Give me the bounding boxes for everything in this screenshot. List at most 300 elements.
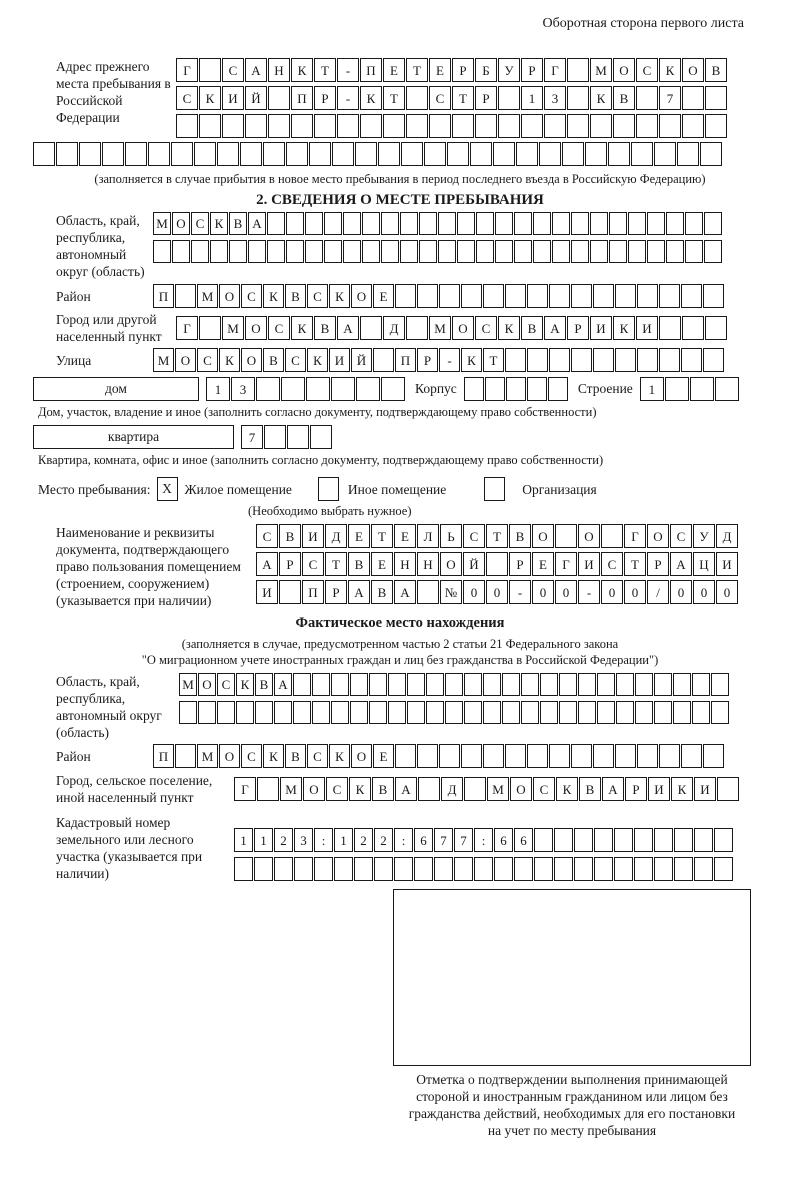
char-cell[interactable]: Р <box>509 552 531 576</box>
char-cell[interactable]: Т <box>483 348 504 372</box>
char-cell[interactable] <box>388 673 406 696</box>
char-cell[interactable]: 0 <box>555 580 577 604</box>
char-cell[interactable] <box>417 284 438 308</box>
char-cell[interactable]: О <box>510 777 532 801</box>
char-cell[interactable]: Е <box>373 744 394 768</box>
char-cell[interactable] <box>483 701 501 724</box>
char-cell[interactable]: И <box>329 348 350 372</box>
char-cell[interactable]: В <box>314 316 336 340</box>
char-cell[interactable] <box>476 212 494 235</box>
char-cell[interactable]: С <box>191 212 209 235</box>
char-cell[interactable]: 0 <box>670 580 692 604</box>
char-cell[interactable] <box>567 86 589 110</box>
char-cell[interactable] <box>360 316 382 340</box>
char-cell[interactable] <box>717 777 739 801</box>
char-cell[interactable] <box>601 524 623 548</box>
char-cell[interactable]: К <box>219 348 240 372</box>
char-cell[interactable]: А <box>602 777 624 801</box>
char-cell[interactable] <box>312 673 330 696</box>
char-cell[interactable] <box>597 673 615 696</box>
char-cell[interactable] <box>714 857 733 881</box>
char-cell[interactable] <box>406 86 428 110</box>
char-cell[interactable] <box>681 348 702 372</box>
house-type-field[interactable]: дом <box>33 377 199 401</box>
char-cell[interactable]: Т <box>314 58 336 82</box>
char-cell[interactable]: В <box>372 777 394 801</box>
char-cell[interactable]: П <box>291 86 313 110</box>
char-cell[interactable]: 0 <box>624 580 646 604</box>
char-cell[interactable]: В <box>348 552 370 576</box>
char-cell[interactable] <box>567 114 589 138</box>
char-cell[interactable] <box>505 284 526 308</box>
char-cell[interactable]: : <box>394 828 413 852</box>
char-cell[interactable]: Е <box>348 524 370 548</box>
char-cell[interactable] <box>198 701 216 724</box>
char-cell[interactable] <box>125 142 147 166</box>
char-cell[interactable]: С <box>176 86 198 110</box>
char-cell[interactable] <box>418 777 440 801</box>
char-cell[interactable] <box>549 744 570 768</box>
char-cell[interactable]: С <box>217 673 235 696</box>
char-cell[interactable] <box>400 212 418 235</box>
char-cell[interactable] <box>378 142 400 166</box>
char-cell[interactable] <box>533 212 551 235</box>
char-cell[interactable] <box>692 701 710 724</box>
char-cell[interactable] <box>267 240 285 263</box>
char-cell[interactable]: Г <box>624 524 646 548</box>
char-cell[interactable]: - <box>439 348 460 372</box>
char-cell[interactable] <box>544 114 566 138</box>
char-cell[interactable] <box>540 701 558 724</box>
char-cell[interactable] <box>514 212 532 235</box>
char-cell[interactable] <box>635 673 653 696</box>
char-cell[interactable] <box>659 284 680 308</box>
char-cell[interactable]: К <box>659 58 681 82</box>
char-cell[interactable] <box>590 212 608 235</box>
char-cell[interactable] <box>677 142 699 166</box>
char-cell[interactable] <box>291 114 313 138</box>
char-cell[interactable] <box>350 673 368 696</box>
char-cell[interactable] <box>637 348 658 372</box>
char-cell[interactable]: 0 <box>693 580 715 604</box>
char-cell[interactable]: Т <box>486 524 508 548</box>
char-cell[interactable] <box>571 348 592 372</box>
char-cell[interactable] <box>245 114 267 138</box>
char-cell[interactable]: О <box>351 744 372 768</box>
char-cell[interactable]: К <box>263 284 284 308</box>
char-cell[interactable]: М <box>280 777 302 801</box>
char-cell[interactable] <box>171 142 193 166</box>
char-cell[interactable] <box>360 114 382 138</box>
char-cell[interactable] <box>703 284 724 308</box>
char-cell[interactable]: К <box>349 777 371 801</box>
char-cell[interactable] <box>616 701 634 724</box>
char-cell[interactable] <box>659 316 681 340</box>
char-cell[interactable] <box>395 284 416 308</box>
char-cell[interactable] <box>659 744 680 768</box>
char-cell[interactable]: Г <box>234 777 256 801</box>
char-cell[interactable] <box>539 142 561 166</box>
char-cell[interactable] <box>407 701 425 724</box>
char-cell[interactable] <box>705 86 727 110</box>
char-cell[interactable] <box>268 86 290 110</box>
char-cell[interactable] <box>293 673 311 696</box>
char-cell[interactable]: В <box>613 86 635 110</box>
char-cell[interactable]: К <box>461 348 482 372</box>
char-cell[interactable]: К <box>329 284 350 308</box>
char-cell[interactable]: А <box>337 316 359 340</box>
char-cell[interactable] <box>483 284 504 308</box>
char-cell[interactable]: М <box>222 316 244 340</box>
char-cell[interactable]: С <box>197 348 218 372</box>
char-cell[interactable]: А <box>248 212 266 235</box>
char-cell[interactable] <box>343 240 361 263</box>
char-cell[interactable]: К <box>590 86 612 110</box>
char-cell[interactable]: О <box>198 673 216 696</box>
char-cell[interactable] <box>199 58 221 82</box>
char-cell[interactable] <box>179 701 197 724</box>
char-cell[interactable] <box>314 857 333 881</box>
char-cell[interactable] <box>417 580 439 604</box>
char-cell[interactable] <box>470 142 492 166</box>
char-cell[interactable] <box>527 348 548 372</box>
char-cell[interactable]: О <box>219 284 240 308</box>
char-cell[interactable] <box>191 240 209 263</box>
char-cell[interactable]: Й <box>463 552 485 576</box>
char-cell[interactable] <box>594 857 613 881</box>
char-cell[interactable] <box>407 673 425 696</box>
char-cell[interactable]: Р <box>625 777 647 801</box>
char-cell[interactable] <box>457 240 475 263</box>
char-cell[interactable] <box>464 673 482 696</box>
char-cell[interactable] <box>454 857 473 881</box>
char-cell[interactable]: 7 <box>434 828 453 852</box>
char-cell[interactable]: 1 <box>234 828 253 852</box>
char-cell[interactable]: 7 <box>659 86 681 110</box>
char-cell[interactable] <box>608 142 630 166</box>
char-cell[interactable] <box>711 701 729 724</box>
apartment-type-field[interactable]: квартира <box>33 425 234 449</box>
char-cell[interactable]: 1 <box>334 828 353 852</box>
char-cell[interactable]: А <box>395 777 417 801</box>
char-cell[interactable]: Д <box>325 524 347 548</box>
char-cell[interactable]: Н <box>417 552 439 576</box>
char-cell[interactable]: И <box>648 777 670 801</box>
char-cell[interactable] <box>331 701 349 724</box>
char-cell[interactable]: Т <box>371 524 393 548</box>
char-cell[interactable]: : <box>314 828 333 852</box>
char-cell[interactable]: О <box>647 524 669 548</box>
char-cell[interactable] <box>690 377 714 401</box>
char-cell[interactable] <box>578 673 596 696</box>
char-cell[interactable]: У <box>498 58 520 82</box>
char-cell[interactable]: А <box>274 673 292 696</box>
char-cell[interactable]: Р <box>314 86 336 110</box>
char-cell[interactable]: П <box>360 58 382 82</box>
char-cell[interactable] <box>417 744 438 768</box>
char-cell[interactable] <box>383 114 405 138</box>
char-cell[interactable] <box>439 744 460 768</box>
char-cell[interactable] <box>419 240 437 263</box>
char-cell[interactable] <box>369 673 387 696</box>
char-cell[interactable] <box>615 284 636 308</box>
char-cell[interactable] <box>654 142 676 166</box>
char-cell[interactable] <box>324 212 342 235</box>
char-cell[interactable]: В <box>263 348 284 372</box>
char-cell[interactable] <box>700 142 722 166</box>
char-cell[interactable]: С <box>475 316 497 340</box>
char-cell[interactable]: 1 <box>521 86 543 110</box>
char-cell[interactable] <box>286 212 304 235</box>
char-cell[interactable] <box>493 142 515 166</box>
char-cell[interactable]: Е <box>383 58 405 82</box>
char-cell[interactable] <box>356 377 380 401</box>
char-cell[interactable]: И <box>222 86 244 110</box>
char-cell[interactable] <box>331 377 355 401</box>
char-cell[interactable] <box>654 673 672 696</box>
char-cell[interactable]: 1 <box>254 828 273 852</box>
char-cell[interactable] <box>255 701 273 724</box>
char-cell[interactable] <box>476 240 494 263</box>
char-cell[interactable]: П <box>153 284 174 308</box>
char-cell[interactable] <box>527 744 548 768</box>
char-cell[interactable]: И <box>590 316 612 340</box>
char-cell[interactable] <box>495 212 513 235</box>
char-cell[interactable]: Т <box>452 86 474 110</box>
char-cell[interactable] <box>334 857 353 881</box>
char-cell[interactable]: Т <box>406 58 428 82</box>
char-cell[interactable]: П <box>395 348 416 372</box>
char-cell[interactable] <box>636 86 658 110</box>
char-cell[interactable]: С <box>241 744 262 768</box>
char-cell[interactable]: № <box>440 580 462 604</box>
char-cell[interactable] <box>571 212 589 235</box>
char-cell[interactable]: - <box>509 580 531 604</box>
char-cell[interactable] <box>590 240 608 263</box>
char-cell[interactable] <box>406 114 428 138</box>
char-cell[interactable]: И <box>302 524 324 548</box>
char-cell[interactable]: О <box>682 58 704 82</box>
char-cell[interactable] <box>549 348 570 372</box>
char-cell[interactable] <box>354 857 373 881</box>
char-cell[interactable] <box>505 744 526 768</box>
char-cell[interactable]: С <box>533 777 555 801</box>
char-cell[interactable] <box>254 857 273 881</box>
char-cell[interactable] <box>692 673 710 696</box>
char-cell[interactable] <box>554 857 573 881</box>
char-cell[interactable]: : <box>474 828 493 852</box>
char-cell[interactable]: С <box>670 524 692 548</box>
char-cell[interactable] <box>464 777 486 801</box>
char-cell[interactable] <box>240 142 262 166</box>
char-cell[interactable] <box>324 240 342 263</box>
char-cell[interactable]: М <box>487 777 509 801</box>
char-cell[interactable] <box>609 240 627 263</box>
char-cell[interactable] <box>274 701 292 724</box>
char-cell[interactable] <box>559 701 577 724</box>
char-cell[interactable] <box>527 377 547 401</box>
char-cell[interactable]: 2 <box>374 828 393 852</box>
char-cell[interactable]: М <box>153 348 174 372</box>
char-cell[interactable] <box>555 524 577 548</box>
char-cell[interactable]: О <box>440 552 462 576</box>
char-cell[interactable]: С <box>429 86 451 110</box>
char-cell[interactable] <box>464 701 482 724</box>
char-cell[interactable] <box>461 744 482 768</box>
char-cell[interactable]: А <box>394 580 416 604</box>
char-cell[interactable]: И <box>716 552 738 576</box>
char-cell[interactable]: К <box>263 744 284 768</box>
char-cell[interactable] <box>597 701 615 724</box>
char-cell[interactable] <box>694 857 713 881</box>
char-cell[interactable]: С <box>463 524 485 548</box>
char-cell[interactable] <box>332 142 354 166</box>
char-cell[interactable]: Б <box>475 58 497 82</box>
char-cell[interactable] <box>534 828 553 852</box>
char-cell[interactable] <box>222 114 244 138</box>
char-cell[interactable] <box>593 284 614 308</box>
char-cell[interactable]: Г <box>176 58 198 82</box>
char-cell[interactable]: Е <box>532 552 554 576</box>
char-cell[interactable] <box>287 425 309 449</box>
char-cell[interactable]: 0 <box>716 580 738 604</box>
char-cell[interactable] <box>616 673 634 696</box>
char-cell[interactable] <box>634 857 653 881</box>
char-cell[interactable]: 0 <box>486 580 508 604</box>
char-cell[interactable] <box>634 828 653 852</box>
char-cell[interactable] <box>199 316 221 340</box>
char-cell[interactable] <box>498 114 520 138</box>
char-cell[interactable]: 0 <box>463 580 485 604</box>
char-cell[interactable]: О <box>245 316 267 340</box>
char-cell[interactable] <box>406 316 428 340</box>
char-cell[interactable]: М <box>429 316 451 340</box>
char-cell[interactable] <box>613 114 635 138</box>
char-cell[interactable]: Г <box>555 552 577 576</box>
char-cell[interactable] <box>414 857 433 881</box>
char-cell[interactable]: 2 <box>274 828 293 852</box>
char-cell[interactable] <box>654 828 673 852</box>
char-cell[interactable]: Й <box>351 348 372 372</box>
char-cell[interactable] <box>248 240 266 263</box>
char-cell[interactable] <box>559 673 577 696</box>
char-cell[interactable]: Е <box>394 524 416 548</box>
stay-type-checkbox-other[interactable] <box>318 477 339 501</box>
char-cell[interactable] <box>628 212 646 235</box>
char-cell[interactable] <box>309 142 331 166</box>
char-cell[interactable] <box>445 701 463 724</box>
char-cell[interactable]: 0 <box>601 580 623 604</box>
char-cell[interactable]: Р <box>567 316 589 340</box>
char-cell[interactable] <box>486 552 508 576</box>
char-cell[interactable]: Р <box>279 552 301 576</box>
char-cell[interactable] <box>514 857 533 881</box>
char-cell[interactable] <box>306 377 330 401</box>
char-cell[interactable] <box>502 701 520 724</box>
char-cell[interactable] <box>343 212 361 235</box>
char-cell[interactable]: - <box>337 86 359 110</box>
char-cell[interactable]: О <box>351 284 372 308</box>
char-cell[interactable]: А <box>256 552 278 576</box>
char-cell[interactable] <box>674 857 693 881</box>
char-cell[interactable] <box>400 240 418 263</box>
char-cell[interactable] <box>552 212 570 235</box>
char-cell[interactable] <box>483 673 501 696</box>
char-cell[interactable] <box>685 240 703 263</box>
char-cell[interactable] <box>647 212 665 235</box>
char-cell[interactable] <box>527 284 548 308</box>
char-cell[interactable]: Р <box>417 348 438 372</box>
char-cell[interactable]: - <box>578 580 600 604</box>
char-cell[interactable]: 3 <box>294 828 313 852</box>
char-cell[interactable] <box>635 701 653 724</box>
char-cell[interactable] <box>263 142 285 166</box>
char-cell[interactable]: М <box>197 284 218 308</box>
char-cell[interactable]: В <box>509 524 531 548</box>
char-cell[interactable] <box>426 701 444 724</box>
char-cell[interactable]: К <box>329 744 350 768</box>
char-cell[interactable]: И <box>256 580 278 604</box>
char-cell[interactable]: Й <box>245 86 267 110</box>
char-cell[interactable] <box>571 240 589 263</box>
char-cell[interactable] <box>495 240 513 263</box>
char-cell[interactable] <box>373 348 394 372</box>
char-cell[interactable]: С <box>241 284 262 308</box>
stay-type-checkbox-residential[interactable]: X <box>157 477 178 501</box>
char-cell[interactable]: А <box>670 552 692 576</box>
char-cell[interactable]: 6 <box>414 828 433 852</box>
char-cell[interactable] <box>33 142 55 166</box>
char-cell[interactable] <box>199 114 221 138</box>
char-cell[interactable] <box>514 240 532 263</box>
char-cell[interactable] <box>614 857 633 881</box>
char-cell[interactable]: - <box>337 58 359 82</box>
char-cell[interactable]: 7 <box>241 425 263 449</box>
char-cell[interactable] <box>362 212 380 235</box>
char-cell[interactable] <box>571 744 592 768</box>
char-cell[interactable]: У <box>693 524 715 548</box>
char-cell[interactable]: К <box>291 58 313 82</box>
char-cell[interactable]: Е <box>429 58 451 82</box>
char-cell[interactable] <box>434 857 453 881</box>
char-cell[interactable] <box>337 114 359 138</box>
char-cell[interactable] <box>279 580 301 604</box>
char-cell[interactable]: В <box>705 58 727 82</box>
char-cell[interactable] <box>464 377 484 401</box>
char-cell[interactable] <box>703 348 724 372</box>
char-cell[interactable] <box>175 744 196 768</box>
char-cell[interactable] <box>264 425 286 449</box>
char-cell[interactable]: 3 <box>231 377 255 401</box>
char-cell[interactable] <box>682 114 704 138</box>
char-cell[interactable]: Р <box>521 58 543 82</box>
char-cell[interactable]: К <box>307 348 328 372</box>
char-cell[interactable]: М <box>153 212 171 235</box>
char-cell[interactable] <box>659 348 680 372</box>
char-cell[interactable] <box>294 857 313 881</box>
char-cell[interactable] <box>381 212 399 235</box>
char-cell[interactable]: Р <box>325 580 347 604</box>
char-cell[interactable] <box>540 673 558 696</box>
char-cell[interactable] <box>381 377 405 401</box>
char-cell[interactable] <box>234 857 253 881</box>
char-cell[interactable] <box>429 114 451 138</box>
char-cell[interactable] <box>475 114 497 138</box>
char-cell[interactable] <box>666 212 684 235</box>
char-cell[interactable] <box>350 701 368 724</box>
char-cell[interactable]: С <box>601 552 623 576</box>
char-cell[interactable] <box>217 701 235 724</box>
